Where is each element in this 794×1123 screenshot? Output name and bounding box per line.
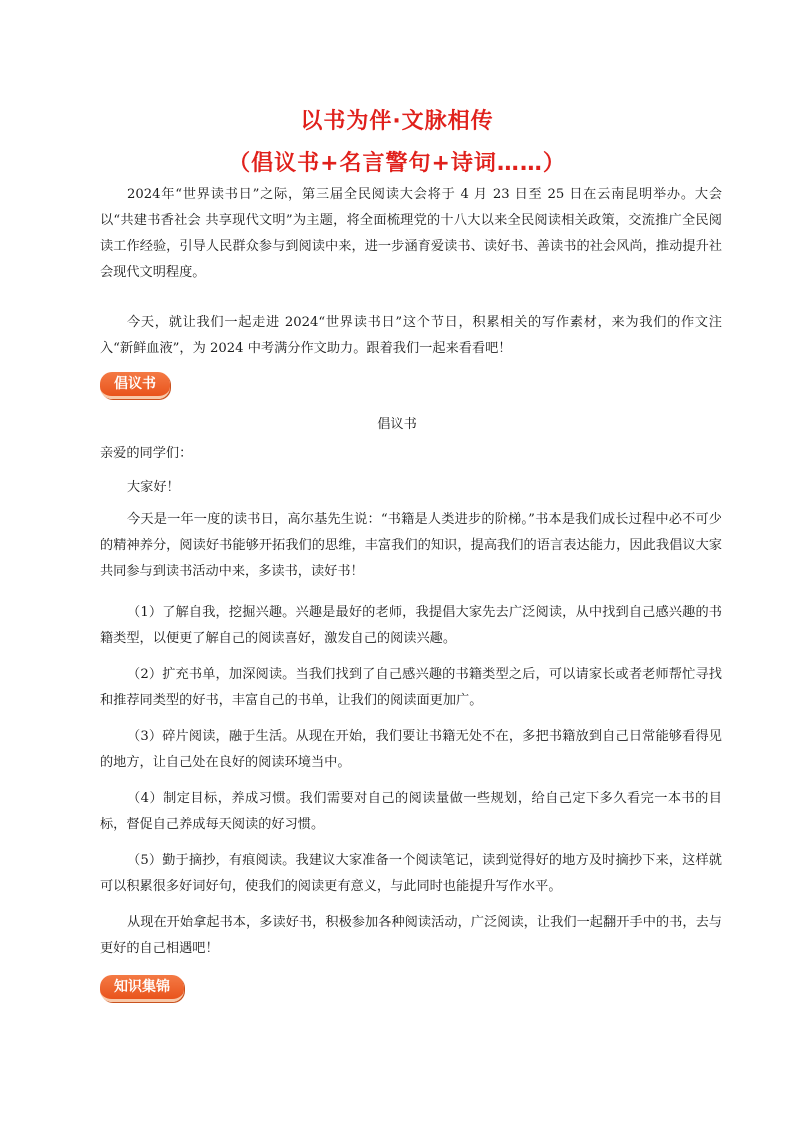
proposal-item-2: （2）扩充书单，加深阅读。当我们找到了自己感兴趣的书籍类型之后，可以请家长或者老师帮忙寻找和推荐同类型的好书，丰富自己的书单，让我们的阅读面更加广。 xyxy=(100,667,722,708)
main-subtitle: （倡议书+名言警句+诗词……） xyxy=(228,151,566,176)
intro-paragraph-2: 今天，就让我们一起走进 2024“世界读书日”这个节日，积累相关的写作素材，来为我们的作文注入“新鲜血液”，为 2024 中考满分作文助力。跟着我们一起来看看吧！ xyxy=(100,315,722,356)
section-badge-knowledge: 知识集锦 xyxy=(100,975,184,1002)
proposal-item-4: （4）制定目标，养成习惯。我们需要对自己的阅读量做一些规划，给自己定下多久看完一本书的目标，督促自己养成每天阅读的好习惯。 xyxy=(100,791,722,832)
proposal-heading: 倡议书 xyxy=(377,417,417,432)
main-title: 以书为伴·文脉相传 xyxy=(300,109,494,134)
proposal-greeting: 大家好！ xyxy=(127,480,180,495)
proposal-item-3: （3）碎片阅读，融于生活。从现在开始，我们要让书籍无处不在，多把书籍放到自己日常能够看得见的地方，让自己处在良好的阅读环境当中。 xyxy=(100,729,722,770)
proposal-closing: 从现在开始拿起书本，多读好书，积极参加各种阅读活动，广泛阅读，让我们一起翻开手中的书，去与更好的自己相遇吧！ xyxy=(100,915,722,956)
proposal-item-5: （5）勤于摘抄，有痕阅读。我建议大家准备一个阅读笔记，读到觉得好的地方及时摘抄下来，这样就可以积累很多好词好句，使我们的阅读更有意义，与此同时也能提升写作水平。 xyxy=(100,853,722,894)
proposal-body: 今天是一年一度的读书日，高尔基先生说：“书籍是人类进步的阶梯。”书本是我们成长过程中必不可少的精神养分，阅读好书能够开拓我们的思维，丰富我们的知识，提高我们的语言表达能力，因此我倡议大家共同参与到读书活动中来，多读书，读好书！ xyxy=(100,512,722,579)
intro-paragraph-1: 2024年“世界读书日”之际，第三届全民阅读大会将于 4 月 23 日至 25 日在云南昆明举办。大会以“共建书香社会 共享现代文明”为主题，将全面梳理党的十八大以来全民阅读相关政策，交流推广全民阅读工作经验，引导人民群众参与到阅读中来，进一步涵育爱读书、读好书、善读书的社会风尚，推动提升社会现代文明程度。 xyxy=(100,187,722,280)
proposal-item-1: （1）了解自我，挖掘兴趣。兴趣是最好的老师，我提倡大家先去广泛阅读，从中找到自己感兴趣的书籍类型，以便更了解自己的阅读喜好，激发自己的阅读兴趣。 xyxy=(100,605,722,646)
section-badge-proposal: 倡议书 xyxy=(100,372,170,399)
proposal-salutation: 亲爱的同学们： xyxy=(100,446,193,461)
